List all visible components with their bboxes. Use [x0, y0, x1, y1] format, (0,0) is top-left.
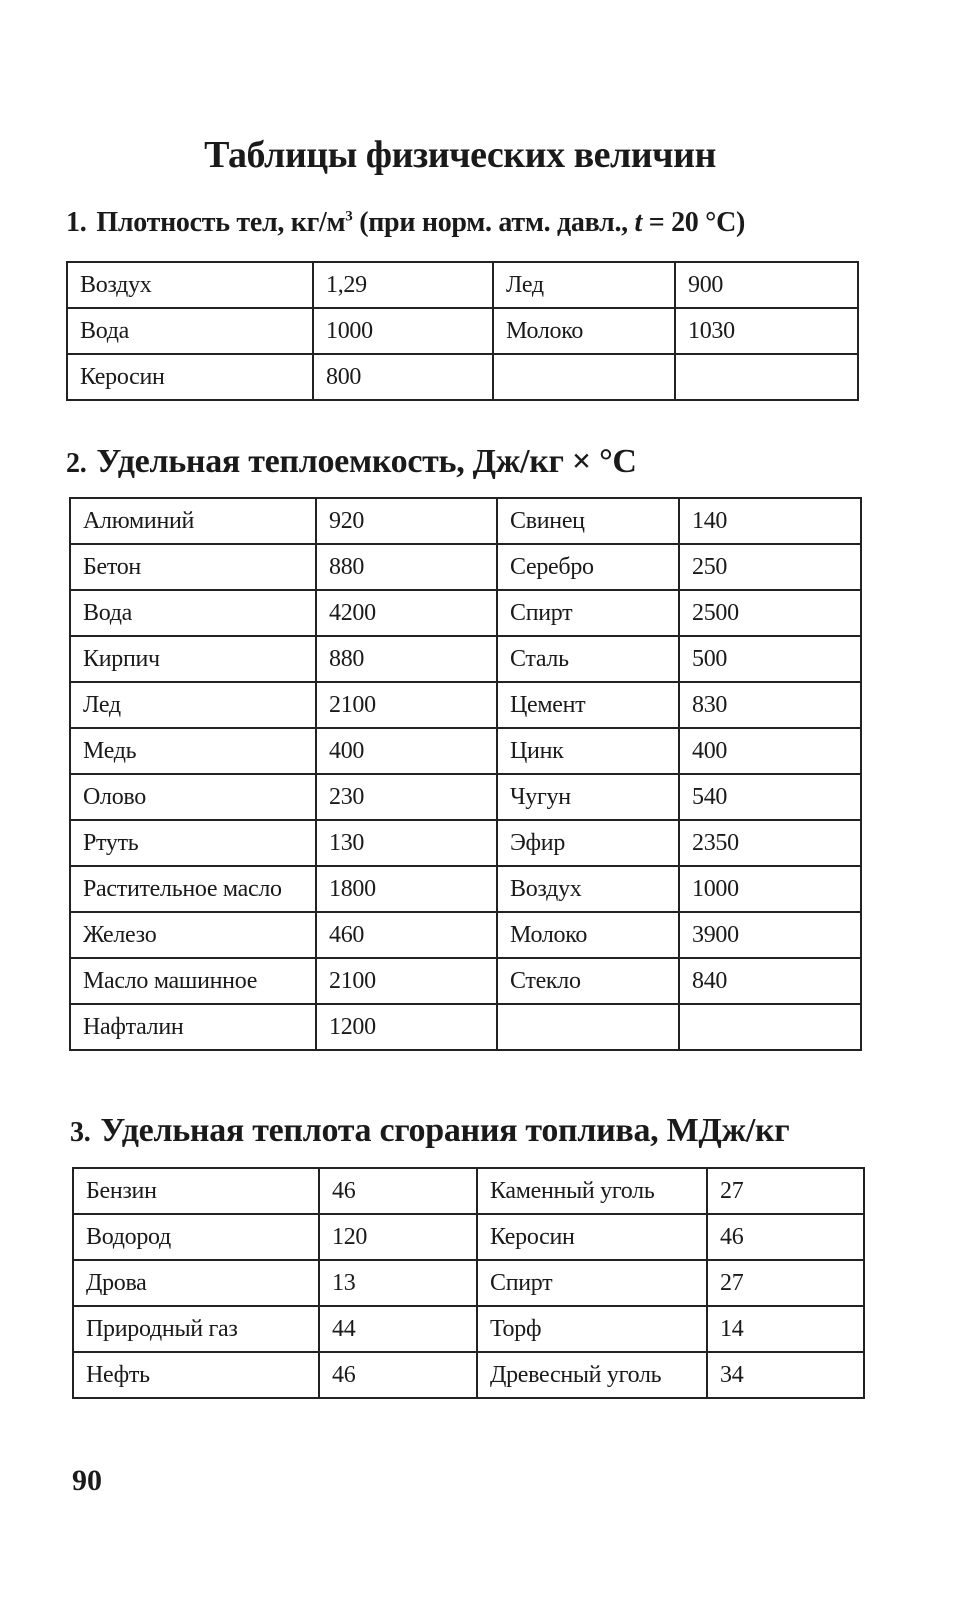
substance-name-cell: Воздух	[497, 866, 679, 912]
substance-name-cell: Масло машинное	[70, 958, 316, 1004]
value-cell: 27	[707, 1168, 864, 1214]
value-cell	[675, 354, 858, 400]
section-number: 3.	[70, 1117, 91, 1148]
value-cell: 400	[316, 728, 497, 774]
table-row	[73, 1214, 864, 1260]
table-row	[70, 544, 861, 590]
table-row	[70, 728, 861, 774]
value-cell: 250	[679, 544, 861, 590]
density-table	[66, 261, 859, 401]
substance-name-cell: Вода	[67, 308, 313, 354]
value-cell: 1000	[679, 866, 861, 912]
value-cell: 14	[707, 1306, 864, 1352]
substance-name-cell	[493, 354, 675, 400]
table-row	[70, 958, 861, 1004]
value-cell: 120	[319, 1214, 477, 1260]
table-row	[73, 1306, 864, 1352]
value-cell: 2500	[679, 590, 861, 636]
table-row	[73, 1352, 864, 1398]
substance-name-cell: Торф	[477, 1306, 707, 1352]
substance-name-cell: Сталь	[497, 636, 679, 682]
table-row	[70, 682, 861, 728]
value-cell: 13	[319, 1260, 477, 1306]
value-cell: 400	[679, 728, 861, 774]
substance-name-cell: Природный газ	[73, 1306, 319, 1352]
value-cell: 130	[316, 820, 497, 866]
table-row	[70, 912, 861, 958]
substance-name-cell: Бетон	[70, 544, 316, 590]
substance-name-cell: Вода	[70, 590, 316, 636]
value-cell: 900	[675, 262, 858, 308]
value-cell: 540	[679, 774, 861, 820]
substance-name-cell: Молоко	[493, 308, 675, 354]
value-cell: 46	[707, 1214, 864, 1260]
value-cell: 880	[316, 636, 497, 682]
value-cell: 44	[319, 1306, 477, 1352]
section-heading-density	[66, 207, 745, 239]
table-row	[70, 590, 861, 636]
substance-name-cell: Спирт	[477, 1260, 707, 1306]
table-row	[67, 262, 858, 308]
substance-name-cell: Водород	[73, 1214, 319, 1260]
substance-name-cell: Каменный уголь	[477, 1168, 707, 1214]
heading-text: Удельная теплота сгорания топлива, МДж/кг	[100, 1112, 790, 1149]
combustion-heat-table	[72, 1167, 865, 1399]
table-row	[70, 1004, 861, 1050]
substance-name-cell: Лед	[70, 682, 316, 728]
table-row	[73, 1168, 864, 1214]
heading-superscript: 3	[345, 208, 353, 225]
substance-name-cell: Алюминий	[70, 498, 316, 544]
value-cell: 1,29	[313, 262, 493, 308]
substance-name-cell: Цинк	[497, 728, 679, 774]
substance-name-cell: Нафталин	[70, 1004, 316, 1050]
substance-name-cell: Лед	[493, 262, 675, 308]
substance-name-cell: Медь	[70, 728, 316, 774]
substance-name-cell: Спирт	[497, 590, 679, 636]
value-cell: 3900	[679, 912, 861, 958]
value-cell	[679, 1004, 861, 1050]
section-heading-specific-heat	[66, 443, 637, 481]
value-cell: 230	[316, 774, 497, 820]
value-cell: 830	[679, 682, 861, 728]
heading-text: Удельная теплоемкость, Дж/кг × °С	[96, 443, 637, 480]
value-cell: 2100	[316, 682, 497, 728]
substance-name-cell: Свинец	[497, 498, 679, 544]
value-cell: 1200	[316, 1004, 497, 1050]
table-row	[67, 308, 858, 354]
value-cell: 460	[316, 912, 497, 958]
value-cell: 880	[316, 544, 497, 590]
value-cell: 920	[316, 498, 497, 544]
substance-name-cell: Олово	[70, 774, 316, 820]
substance-name-cell: Эфир	[497, 820, 679, 866]
substance-name-cell: Керосин	[477, 1214, 707, 1260]
substance-name-cell: Дрова	[73, 1260, 319, 1306]
table-row	[70, 498, 861, 544]
heading-text: Плотность тел, кг/м	[96, 207, 346, 238]
value-cell: 34	[707, 1352, 864, 1398]
value-cell: 140	[679, 498, 861, 544]
value-cell: 500	[679, 636, 861, 682]
value-cell: 46	[319, 1352, 477, 1398]
table-row	[67, 354, 858, 400]
heading-text-part: = 20 °С)	[642, 207, 746, 238]
value-cell: 840	[679, 958, 861, 1004]
value-cell: 46	[319, 1168, 477, 1214]
table-row	[70, 820, 861, 866]
substance-name-cell: Ртуть	[70, 820, 316, 866]
value-cell: 1000	[313, 308, 493, 354]
substance-name-cell: Цемент	[497, 682, 679, 728]
value-cell: 27	[707, 1260, 864, 1306]
value-cell: 2350	[679, 820, 861, 866]
table-row	[70, 636, 861, 682]
substance-name-cell: Нефть	[73, 1352, 319, 1398]
value-cell: 800	[313, 354, 493, 400]
section-number: 1.	[66, 207, 87, 238]
table-row	[70, 774, 861, 820]
value-cell: 4200	[316, 590, 497, 636]
substance-name-cell: Молоко	[497, 912, 679, 958]
value-cell: 1030	[675, 308, 858, 354]
substance-name-cell: Воздух	[67, 262, 313, 308]
substance-name-cell: Растительное масло	[70, 866, 316, 912]
page-number: 90	[72, 1464, 102, 1497]
substance-name-cell: Железо	[70, 912, 316, 958]
substance-name-cell	[497, 1004, 679, 1050]
substance-name-cell: Серебро	[497, 544, 679, 590]
value-cell: 2100	[316, 958, 497, 1004]
section-heading-combustion-heat	[70, 1112, 789, 1150]
heading-text-part: (при норм. атм. давл.,	[352, 207, 635, 238]
section-number: 2.	[66, 448, 87, 479]
table-row	[70, 866, 861, 912]
substance-name-cell: Древесный уголь	[477, 1352, 707, 1398]
substance-name-cell: Бензин	[73, 1168, 319, 1214]
specific-heat-table	[69, 497, 862, 1051]
page-title: Таблицы физических величин	[204, 134, 716, 176]
heading-variable-t: t	[634, 207, 643, 238]
substance-name-cell: Керосин	[67, 354, 313, 400]
substance-name-cell: Кирпич	[70, 636, 316, 682]
value-cell: 1800	[316, 866, 497, 912]
table-row	[73, 1260, 864, 1306]
substance-name-cell: Стекло	[497, 958, 679, 1004]
substance-name-cell: Чугун	[497, 774, 679, 820]
